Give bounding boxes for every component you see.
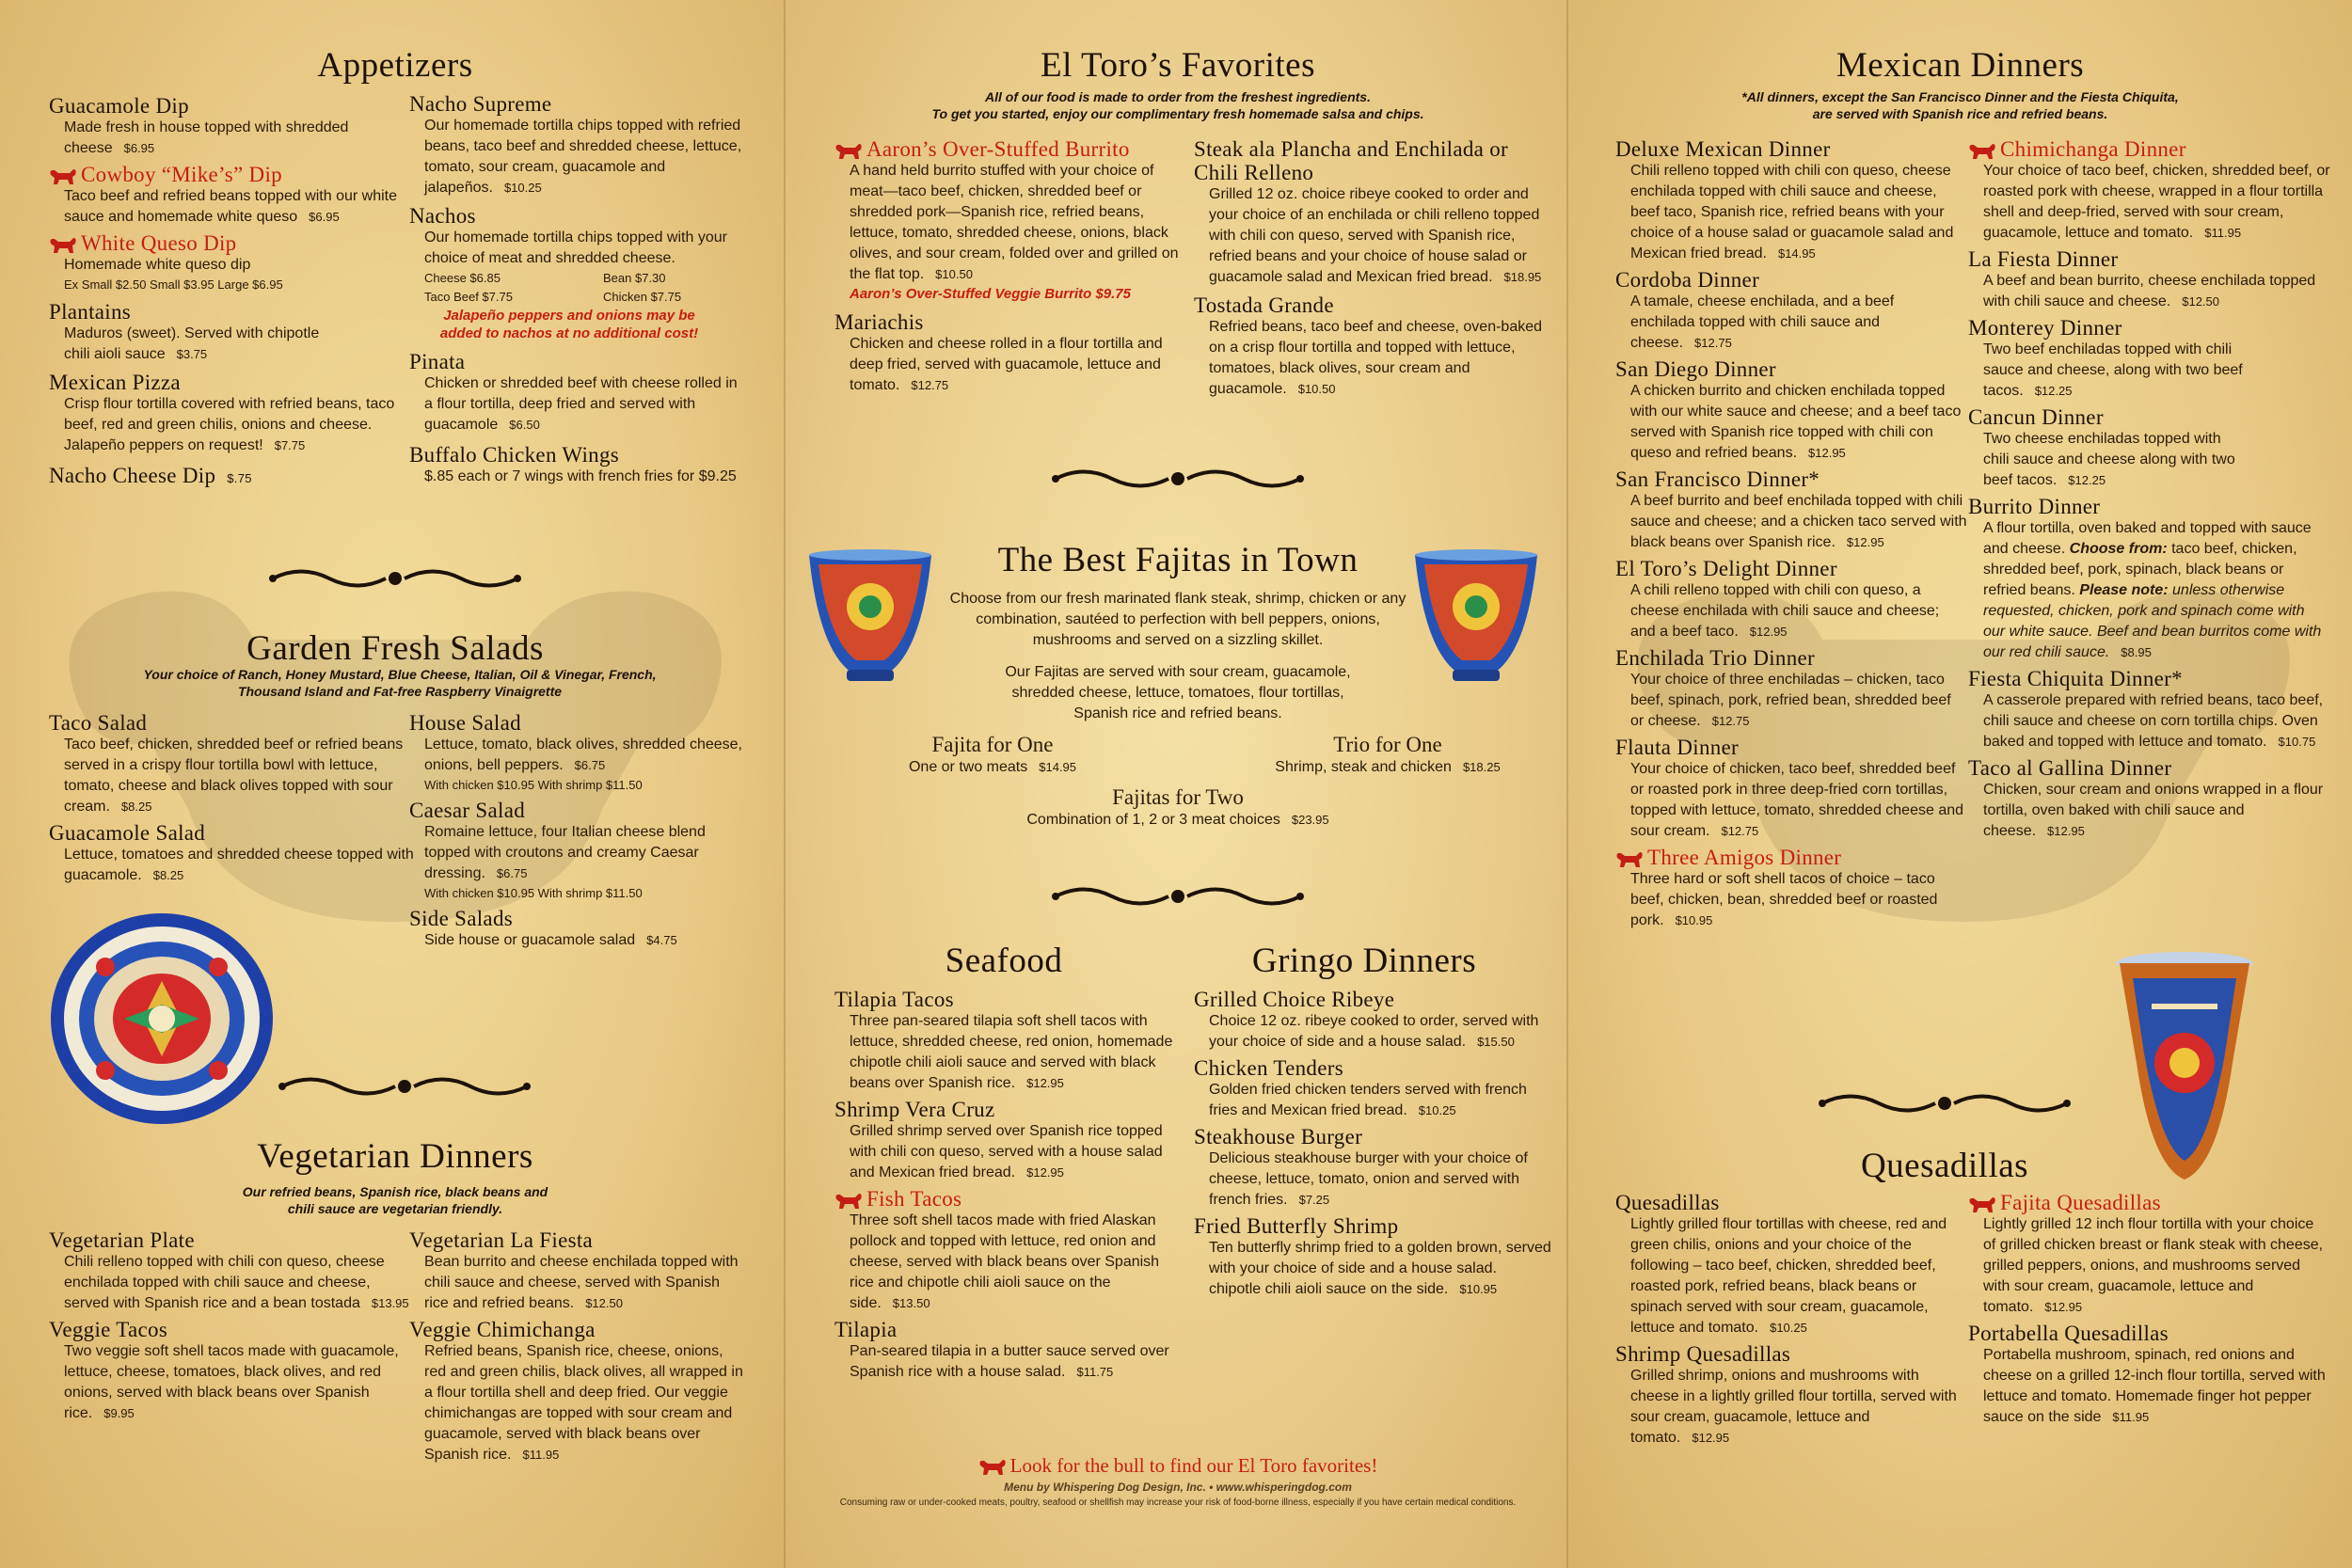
talavera-wall-pot — [2114, 950, 2255, 1185]
menu-item-desc: Two beef enchiladas topped with chili sauce and cheese, along with two beef tacos. — [1983, 341, 2243, 399]
scroll-ornament — [263, 564, 527, 593]
menu-item-price: Cheese $6.85 — [424, 271, 501, 285]
menu-item-name: Fajita for One — [931, 733, 1054, 756]
menu-item-price: $10.50 — [935, 267, 973, 281]
menu-item-name: Fiesta Chiquita Dinner* — [1968, 667, 2183, 690]
menu-item-price: $12.95 — [1026, 1165, 1064, 1180]
menu-item-price: $12.75 — [911, 378, 949, 392]
menu-item-price: $12.25 — [2034, 384, 2073, 398]
fajitas-desc-1: Choose from our fresh marinated flank steak, shrimp, chicken or any combination, sautéed to perfection with bell peppers, onions, mushrooms and served on a sizzling skillet. — [949, 591, 1406, 648]
menu-item-name: Nacho Supreme — [409, 92, 552, 116]
menu-item-price: $12.95 — [1846, 535, 1884, 549]
menu-item-desc: Lightly grilled flour tortillas with cheese, red and green chilis, onions and your choice of the following – taco beef, chicken, shredded beef, roasted pork, refried beans, black beans or spinach served with sour cream, guacamole, lettuce and tomato. — [1630, 1216, 1947, 1336]
menu-item-name: Taco al Gallina Dinner — [1968, 756, 2172, 780]
menu-item-name: Fajitas for Two — [1112, 785, 1244, 809]
menu-item-desc: Chili relleno topped with chili con queso, cheese enchilada topped with chili sauce and cheese, beef taco, Spanish rice, refried beans with your choice of a house salad or guacamole salad and Mexican fried bread. — [1630, 163, 1954, 261]
menu-item-name: Taco Salad — [49, 711, 148, 735]
menu-item-desc: A chili relleno topped with chili con queso, a cheese enchilada with chili sauce and cheese; and a beef taco. — [1630, 582, 1940, 640]
menu-item-price: $12.95 — [2047, 824, 2085, 838]
health-warning: Consuming raw or under-cooked meats, poultry, seafood or shellfish may increase your risk of food-borne illness, especially if you have certain medical conditions. — [839, 1497, 1517, 1508]
menu-item-desc: Chicken or shredded beef with cheese rolled in a flour tortilla, deep fried and served with guacamole — [424, 375, 738, 433]
menu-item-name: Nachos — [409, 204, 476, 228]
menu-item-desc: Two veggie soft shell tacos made with guacamole, lettuce, cheese, tomatoes, black olives, and red onions, served with black beans over Spanish rice. — [64, 1343, 399, 1421]
menu-item-price: $7.75 — [274, 438, 306, 452]
menu-item-price: $8.25 — [152, 868, 184, 882]
menu-item-desc: Choice 12 oz. ribeye cooked to order, served with your choice of side and a house salad. — [1209, 1013, 1539, 1050]
menu-item-name: San Francisco Dinner* — [1615, 467, 1820, 491]
menu-item-price: $13.50 — [892, 1296, 930, 1310]
menu-item-name: Side Salads — [409, 907, 513, 930]
menu-item-desc: Please note: — [2079, 582, 2169, 598]
gringo-title: Gringo Dinners — [1251, 942, 1477, 980]
scroll-ornament — [273, 1072, 536, 1101]
menu-item-price: $6.75 — [496, 866, 528, 880]
menu-item-desc: A chicken burrito and chicken enchilada topped with our white sauce and cheese; and a beef taco served with Spanish rice topped with chili con queso and refried beans. — [1630, 383, 1962, 461]
menu-item-name: Mexican Pizza — [49, 371, 181, 394]
menu-item-price: Chicken $7.75 — [603, 290, 682, 304]
menu-item-price: $10.25 — [503, 181, 542, 195]
menu-item-price: With chicken $10.95 With shrimp $11.50 — [424, 886, 643, 900]
panel-center — [784, 0, 1568, 1568]
menu-item-price: $15.50 — [1477, 1035, 1515, 1049]
seafood-title: Seafood — [945, 942, 1063, 980]
menu-item-desc: Romaine lettuce, four Italian cheese blend topped with croutons and creamy Caesar dressing. — [424, 824, 706, 881]
menu-item-desc: Homemade white queso dip — [64, 257, 251, 273]
menu-item-price: $18.25 — [1462, 760, 1501, 774]
menu-item-price: $12.50 — [585, 1296, 623, 1310]
talavera-plate — [49, 911, 275, 1127]
talavera-bowl — [1410, 546, 1542, 687]
menu-item-price: $12.75 — [1694, 336, 1732, 350]
menu-item-price: $9.95 — [103, 1406, 135, 1420]
menu-item-name: Burrito Dinner — [1968, 495, 2101, 518]
menu-item-desc: Chicken, sour cream and onions wrapped in a flour tortilla, oven baked with chili sauce and cheese. — [1983, 782, 2324, 839]
menu-item-price: $6.75 — [574, 758, 606, 772]
veg-title: Vegetarian Dinners — [257, 1137, 533, 1176]
bull-icon — [834, 142, 863, 161]
menu-item-desc: A beef burrito and beef enchilada topped with chili sauce and cheese; and a chicken taco served with black beans over Spanish rice. — [1630, 493, 1967, 550]
favorites-title: El Toro’s Favorites — [1041, 46, 1315, 85]
menu-item-price: $6.95 — [123, 141, 155, 155]
menu-item-name: White Queso Dip — [81, 231, 237, 255]
menu-item-name: Enchilada Trio Dinner — [1615, 646, 1815, 670]
menu-item-desc: Delicious steakhouse burger with your choice of cheese, lettuce, tomato, onion and served with french fries. — [1209, 1150, 1528, 1208]
menu-item-desc: Chili relleno topped with chili con queso, cheese enchilada topped with chili sauce and cheese, served with Spanish rice and a bean tostada — [64, 1254, 385, 1311]
menu-item-desc: Three soft shell tacos made with fried Alaskan pollock and topped with lettuce, red onion and cheese, served with black beans over Spanish rice and chipotle chili aioli sauce on the side. — [850, 1212, 1160, 1311]
menu-item-desc: Made fresh in house topped with shredded cheese — [64, 119, 349, 156]
nachos-note: Jalapeño peppers and onions may be added to nachos at no additional cost! — [439, 308, 699, 341]
menu-item-price: $12.95 — [2044, 1300, 2083, 1314]
bull-icon — [49, 236, 77, 255]
menu-item-name: Pinata — [409, 350, 466, 373]
menu-item-name: Vegetarian Plate — [49, 1228, 195, 1252]
scroll-ornament — [1046, 882, 1310, 911]
menu-item-name: El Toro’s Delight Dinner — [1615, 557, 1837, 580]
menu-item-desc: Refried beans, taco beef and cheese, oven-baked on a crisp flour tortilla and topped with lettuce, tomatoes, black olives, sour cream and guacamole. — [1209, 319, 1543, 397]
menu-item-price: $7.25 — [1298, 1193, 1330, 1207]
menu-item-desc: Our homemade tortilla chips topped with refried beans, taco beef and shredded cheese, lettuce, tomato, sour cream, guacamole and jalapeños. — [424, 118, 742, 196]
menu-item-desc: Combination of 1, 2 or 3 meat choices — [1026, 812, 1280, 828]
menu-item-price: $11.95 — [2112, 1410, 2150, 1424]
menu-item-price: $18.95 — [1503, 270, 1542, 284]
menu-item-desc: Grilled shrimp served over Spanish rice topped with chili con queso, served with a house salad and Mexican fried bread. — [850, 1123, 1163, 1180]
menu-item-name: Fajita Quesadillas — [2000, 1191, 2161, 1214]
menu-item-desc: Golden fried chicken tenders served with french fries and Mexican fried bread. — [1209, 1082, 1527, 1118]
menu-item-name: Chimichanga Dinner — [2000, 137, 2186, 161]
veg-subtitle: Our refried beans, Spanish rice, black beans and chili sauce are vegetarian friendly. — [242, 1184, 548, 1216]
menu-item-desc: Grilled 12 oz. choice ribeye cooked to order and your choice of an enchilada or chili relleno topped with chili con queso, served with Spanish rice, refried beans and your choice of house salad or guacamole salad and Mexican fried bread. — [1209, 186, 1540, 285]
bull-legend: Look for the bull to find our El Toro favorites! — [1009, 1454, 1378, 1477]
fajitas-title: The Best Fajitas in Town — [997, 541, 1359, 579]
bull-icon — [1968, 142, 1996, 161]
menu-item-price: $13.95 — [371, 1296, 409, 1310]
menu-item-price: Ex Small $2.50 Small $3.95 Large $6.95 — [64, 277, 283, 292]
bull-icon — [1615, 850, 1644, 869]
menu-item-desc: A hand held burrito stuffed with your choice of meat—taco beef, chicken, shredded beef or shredded pork—Spanish rice, refried beans, lettuce, tomato, shredded cheese, onions, black olives, and sour cream, folded over and grilled on the flat top. — [850, 163, 1179, 282]
menu-item-price: $12.50 — [2182, 294, 2219, 309]
menu-item-desc: A beef and bean burrito, cheese enchilada topped with chili sauce and cheese. — [1983, 273, 2316, 309]
menu-item-name: Guacamole Dip — [49, 94, 189, 118]
menu-item-name: Cancun Dinner — [1968, 405, 2104, 429]
menu-item-name: Quesadillas — [1615, 1191, 1720, 1214]
menu-item-desc: $.85 each or 7 wings with french fries for $9.25 — [424, 468, 737, 484]
menu-item-price: $3.75 — [176, 347, 208, 361]
menu-item-price: $14.95 — [1777, 246, 1816, 261]
menu-item-desc: Portabella mushroom, spinach, red onions and cheese on a grilled 12-inch flour tortilla, served with lettuce and tomato. Homemade finger hot pepper sauce on the side — [1983, 1347, 2326, 1425]
menu-item-name: Flauta Dinner — [1615, 736, 1740, 759]
menu-item-desc: Your choice of chicken, taco beef, shredded beef or roasted pork in three deep-fried corn tortillas, topped with lettuce, tomato, shredded cheese and sour cream. — [1630, 761, 1964, 839]
menu-item-name: Chicken Tenders — [1194, 1056, 1343, 1080]
menu-item-desc: Ten butterfly shrimp fried to a golden brown, served with your choice of side and a house salad. chipotle chili aioli sauce on the side. — [1209, 1240, 1551, 1297]
menu-item-desc: Your choice of three enchiladas – chicken, taco beef, spinach, pork, refried bean, shredded beef or cheese. — [1630, 672, 1951, 729]
menu-item-desc: Bean burrito and cheese enchilada topped with chili sauce and cheese, served with Spanish rice and refried beans. — [424, 1254, 739, 1311]
menu-item-desc: Lettuce, tomato, black olives, shredded cheese, onions, bell peppers. — [424, 736, 742, 773]
menu-item-price: $10.25 — [1418, 1103, 1456, 1117]
menu-item-desc: A flour tortilla, oven baked and topped with sauce and cheese. — [1983, 520, 2312, 557]
menu-item-desc: A tamale, cheese enchilada, and a beef enchilada topped with chili sauce and cheese. — [1630, 293, 1895, 351]
menu-item-name: Plantains — [49, 300, 132, 324]
menu-item-desc: Three pan-seared tilapia soft shell tacos with lettuce, shredded cheese, red onion, homemade chipotle chili aioli sauce and served with black beans over Spanish rice. — [850, 1013, 1173, 1091]
menu-item-price: $4.75 — [646, 933, 677, 947]
menu-item-price: Taco Beef $7.75 — [424, 290, 513, 304]
menu-item-desc: Your choice of taco beef, chicken, shredded beef, or roasted pork with cheese, wrapped in a flour tortilla shell and deep-fried, served with sour cream, guacamole, lettuce and tomato. — [1983, 163, 2330, 241]
appetizers-title: Appetizers — [317, 46, 473, 85]
menu-item-desc: unless otherwise requested, chicken, pork and spinach come with our white sauce. Beef and bean burritos come with our red chili sauce. — [1983, 582, 2322, 660]
menu-item-name: Cordoba Dinner — [1615, 268, 1760, 292]
menu-item-price: $14.95 — [1039, 760, 1077, 774]
menu-item-desc: Three hard or soft shell tacos of choice – taco beef, chicken, bean, shredded beef or roasted pork. — [1630, 871, 1938, 928]
veggie-burrito-note: Aaron’s Over-Stuffed Veggie Burrito $9.75 — [850, 286, 1131, 302]
menu-item-name: Buffalo Chicken Wings — [409, 443, 620, 467]
menu-item-name: Portabella Quesadillas — [1968, 1322, 2169, 1345]
menu-item-price: $12.95 — [1026, 1076, 1064, 1090]
menu-item-desc: Crisp flour tortilla covered with refried beans, taco beef, red and green chilis, onions and cheese. Jalapeño peppers on request! — [64, 396, 395, 453]
menu-item-desc: Lightly grilled 12 inch flour tortilla with your choice of grilled chicken breast or flank steak with cheese, grilled peppers, onions, and mushrooms served with sour cream, guacamole, lettuce and tomato. — [1983, 1216, 2324, 1315]
menu-item-desc: Shrimp, steak and chicken — [1275, 759, 1452, 775]
menu-item-price: $12.95 — [1808, 446, 1846, 460]
menu-item-name: Tilapia Tacos — [834, 988, 954, 1011]
favorites-subtitle-2: To get you started, enjoy our complimentary fresh homemade salsa and chips. — [931, 106, 1424, 121]
salads-subtitle: Your choice of Ranch, Honey Mustard, Blue Cheese, Italian, Oil & Vinegar, French, Thousand Island and Fat-free Raspberry Vinaigrette — [143, 667, 657, 699]
menu-item-desc: Refried beans, Spanish rice, cheese, onions, red and green chilis, black olives, all wrapped in a flour tortilla shell and deep fried. Our veggie chimichangas are topped with sour cream and guacamole, served with black beans over Spanish rice. — [424, 1343, 743, 1463]
talavera-bowl — [804, 546, 936, 687]
menu-item-desc: taco beef, chicken, shredded beef, pork, spinach, black beans or refried beans. — [1983, 541, 2297, 598]
bull-icon — [49, 167, 77, 186]
menu-item-name: Aaron’s Over-Stuffed Burrito — [866, 137, 1130, 161]
menu-item-name: Three Amigos Dinner — [1647, 846, 1842, 869]
menu-item-name: San Diego Dinner — [1615, 357, 1776, 381]
menu-credit: Menu by Whispering Dog Design, Inc. • www.whisperingdog.com — [1004, 1481, 1352, 1494]
mexican-subtitle-1: *All dinners, except the San Francisco Dinner and the Fiesta Chiquita, — [1741, 89, 2179, 104]
menu-item-desc: Taco beef, chicken, shredded beef or refried beans served in a crispy flour tortilla bowl with lettuce, tomato, cheese and black olives topped with sour cream. — [64, 736, 404, 815]
salads-title: Garden Fresh Salads — [246, 629, 544, 668]
menu-item-desc: Taco beef and refried beans topped with our white sauce and homemade white queso — [64, 188, 398, 225]
menu-item-name: Grilled Choice Ribeye — [1194, 988, 1395, 1011]
menu-item-price: $11.75 — [1076, 1365, 1114, 1379]
menu-item-name: Fish Tacos — [866, 1187, 962, 1211]
menu-item-desc: Side house or guacamole salad — [424, 932, 636, 948]
favorites-subtitle-1: All of our food is made to order from the freshest ingredients. — [985, 89, 1371, 104]
scroll-ornament — [1046, 465, 1310, 493]
menu-item-price: $12.25 — [2068, 473, 2106, 487]
menu-item-price: $10.75 — [2278, 735, 2316, 749]
menu-item-name: Tilapia — [834, 1318, 898, 1341]
menu-item-name: House Salad — [409, 711, 521, 735]
menu-item-name: La Fiesta Dinner — [1968, 247, 2119, 271]
menu-item-price: $10.95 — [1675, 913, 1713, 927]
menu-item-price: $12.95 — [1692, 1431, 1730, 1445]
menu-item-name: Guacamole Salad — [49, 821, 206, 845]
menu-item-price: $12.75 — [1721, 824, 1759, 838]
menu-item-desc: Grilled shrimp, onions and mushrooms with cheese in a lightly grilled flour tortilla, served with sour cream, guacamole, lettuce and tomato. — [1630, 1368, 1957, 1446]
menu-item-name: Cowboy “Mike’s” Dip — [81, 163, 282, 186]
bull-icon — [1968, 1196, 1996, 1214]
menu-item-price: $8.95 — [2121, 645, 2152, 659]
menu-item-desc: One or two meats — [908, 759, 1028, 775]
menu-item-desc: Choose from: — [2069, 541, 2168, 557]
menu-item-price: $.75 — [227, 471, 252, 485]
menu-item-desc: Pan-seared tilapia in a butter sauce served over Spanish rice with a house salad. — [850, 1343, 1169, 1380]
menu-item-price: $10.50 — [1297, 382, 1336, 396]
menu-item-price: $10.25 — [1770, 1321, 1807, 1335]
bull-icon — [834, 1192, 863, 1211]
menu-item-price: $12.95 — [1749, 625, 1788, 639]
bull-icon — [978, 1458, 1007, 1477]
menu-item-name: Fried Butterfly Shrimp — [1194, 1214, 1399, 1238]
menu-item-price: $6.95 — [309, 210, 340, 224]
scroll-ornament — [1813, 1089, 2076, 1117]
menu-item-price: $10.95 — [1459, 1282, 1498, 1296]
menu-item-name: Deluxe Mexican Dinner — [1615, 137, 1831, 161]
menu-item-name: Shrimp Quesadillas — [1615, 1342, 1791, 1366]
menu-item-price: $11.95 — [2204, 226, 2242, 240]
menu-item-price: Bean $7.30 — [603, 271, 666, 285]
menu-item-name: Veggie Chimichanga — [409, 1318, 596, 1341]
menu-item-name: Shrimp Vera Cruz — [834, 1098, 995, 1121]
menu-item-name: Nacho Cheese Dip — [49, 464, 216, 487]
fajitas-desc-2: Our Fajitas are served with sour cream, guacamole, shredded cheese, lettuce, tomatoes, flour tortillas, Spanish rice and refried beans. — [1005, 664, 1351, 721]
menu-item-name: Caesar Salad — [409, 799, 526, 822]
menu-item-price: $23.95 — [1291, 813, 1329, 827]
panel-left — [0, 0, 784, 1568]
menu-item-name: Mariachis — [834, 310, 924, 334]
menu-item-price: $8.25 — [120, 800, 152, 814]
quesadillas-title: Quesadillas — [1860, 1147, 2029, 1185]
menu-item-name: Tostada Grande — [1194, 293, 1334, 317]
menu-item-desc: Two cheese enchiladas topped with chili sauce and cheese along with two beef tacos. — [1983, 431, 2235, 488]
menu-item-name: Monterey Dinner — [1968, 316, 2122, 340]
menu-item-desc: Lettuce, tomatoes and shredded cheese topped with guacamole. — [64, 847, 414, 883]
menu-item-name: Steakhouse Burger — [1194, 1125, 1363, 1148]
menu-item-desc: Our homemade tortilla chips topped with your choice of meat and shredded cheese. — [424, 230, 727, 266]
panel-right — [1568, 0, 2352, 1568]
menu-item-price: $11.95 — [522, 1448, 560, 1462]
menu-item-desc: Chicken and cheese rolled in a flour tortilla and deep fried, served with guacamole, lettuce and tomato. — [850, 336, 1163, 393]
menu-item-name: Vegetarian La Fiesta — [409, 1228, 594, 1252]
menu-item-price: $12.75 — [1711, 714, 1750, 728]
menu-item-name: Steak ala Plancha and Enchilada or Chili Relleno — [1194, 137, 1508, 184]
menu-item-price: $6.50 — [509, 418, 540, 432]
mexican-title: Mexican Dinners — [1836, 46, 2085, 85]
menu-item-price: With chicken $10.95 With shrimp $11.50 — [424, 778, 643, 792]
mexican-subtitle-2: are served with Spanish rice and refried beans. — [1812, 106, 2108, 121]
menu-item-name: Veggie Tacos — [49, 1318, 168, 1341]
menu-item-name: Trio for One — [1333, 733, 1442, 756]
menu-item-desc: Maduros (sweet). Served with chipotle chili aioli sauce — [64, 325, 320, 362]
menu-item-desc: A casserole prepared with refried beans, taco beef, chili sauce and cheese on corn tortilla chips. Oven baked and topped with lettuce and tomato. — [1983, 692, 2324, 750]
